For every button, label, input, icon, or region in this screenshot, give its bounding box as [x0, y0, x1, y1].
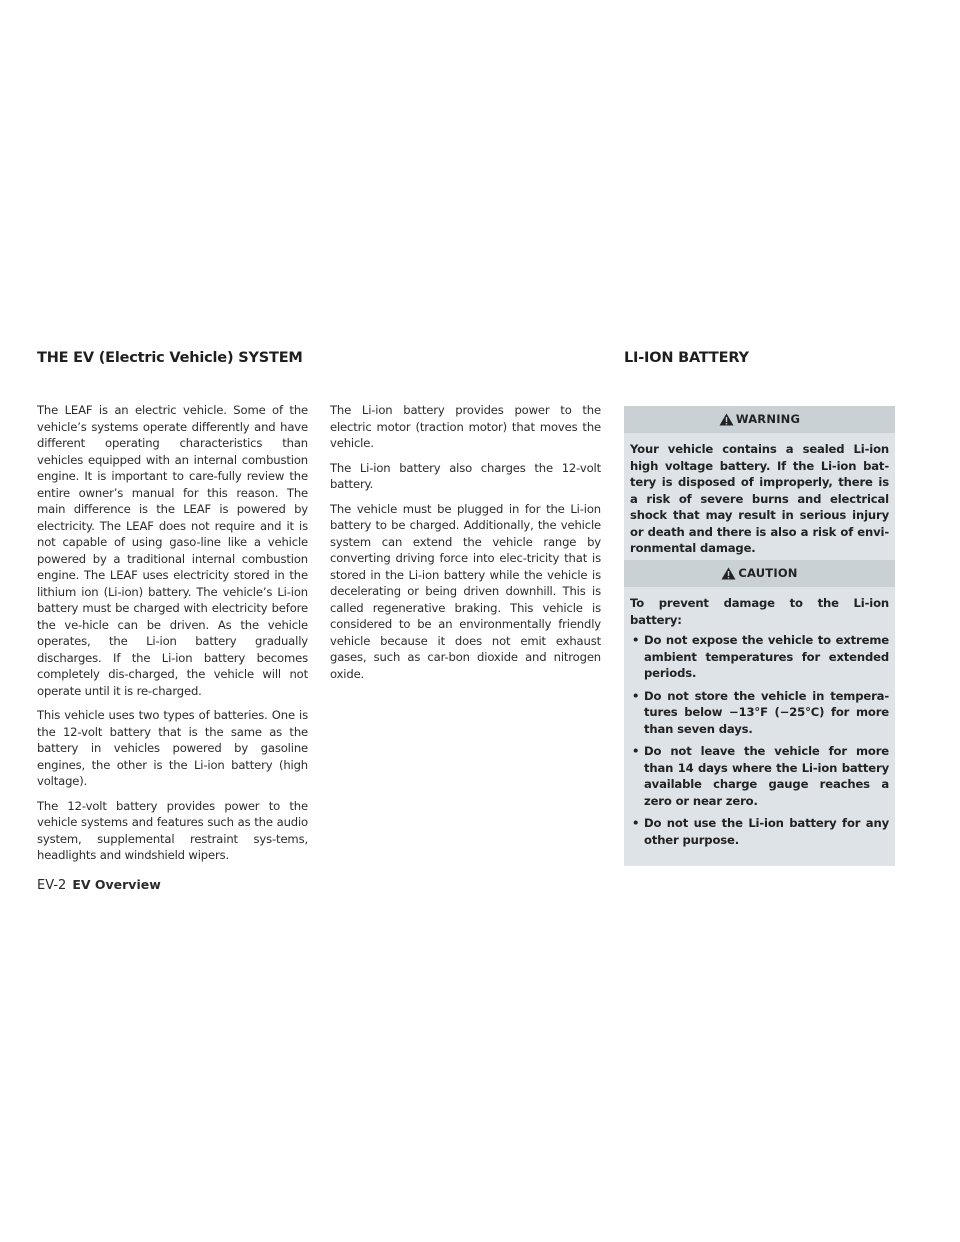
column-middle [330, 402, 601, 690]
list-item-text: Do not expose the vehicle to extreme ambient temperatures for extended periods. [644, 633, 889, 680]
list-item-text: Do not store the vehicle in tempera-tures below −13°F (−25°C) for more than seven days. [644, 688, 889, 736]
caution-intro: To prevent damage to the Li-ion battery: [630, 596, 889, 627]
paragraph: The Li-ion battery also charges the 12-volt battery. [330, 460, 601, 491]
caution-box [624, 560, 895, 866]
paragraph: The LEAF is an electric vehicle. Some of the vehicle’s systems operate differently and have different operating characteristics than vehicles equipped with an internal combustion engine. It is important to care-fully review the entire owner’s manual for this reason. The main difference is the LEAF is powered by electricity. The LEAF does not require and it is not capable of using gaso-line like a vehicle powered by a traditional internal combustion engine. The LEAF uses electricity stored in the lithium ion (Li-ion) battery. The vehicle’s Li-ion battery must be charged with electricity before the ve-hicle can be driven. As the vehicle operates, the Li-ion battery gradually discharges. If the Li-ion battery becomes completely dis-charged, the vehicle will not operate until it is re-charged. [37, 403, 308, 698]
section-heading-ev-system: THE EV (Electric Vehicle) SYSTEM [37, 350, 303, 366]
column-left [37, 402, 308, 872]
bullet: • [632, 688, 640, 703]
caution-triangle-icon [721, 567, 736, 580]
caution-header [624, 560, 895, 587]
page-number: EV-2 [37, 878, 67, 893]
list-item [630, 632, 889, 682]
caution-title: CAUTION [738, 566, 798, 581]
section-heading-li-ion-battery: LI-ION BATTERY [624, 350, 749, 366]
list-item-text: Do not use the Li-ion battery for any other purpose. [644, 816, 889, 847]
bullet: • [632, 744, 640, 758]
section-name: EV Overview [72, 877, 161, 892]
warning-title: WARNING [735, 412, 801, 427]
paragraph: The Li-ion battery provides power to the electric motor (traction motor) that moves the vehicle. [330, 403, 601, 450]
paragraph: The 12-volt battery provides power to the vehicle systems and features such as the audio system, supplemental restraint sys-tems, headlights and windshield wipers. [37, 798, 308, 862]
caution-list [630, 632, 889, 848]
bullet: • [632, 816, 640, 830]
warning-body: Your vehicle contains a sealed Li-ion high voltage battery. If the Li-ion bat-tery is disposed of improperly, there is a risk of severe burns and electrical shock that may result in serious injury or death and there is also a risk of envi-ronmental damage. [630, 442, 889, 555]
page-footer [37, 877, 161, 893]
list-item [630, 743, 889, 809]
bullet: • [632, 633, 640, 647]
warning-box [624, 406, 895, 569]
list-item [630, 815, 889, 848]
list-item-text: Do not leave the vehicle for more than 14 days where the Li-ion battery available charge gauge reaches a zero or near zero. [644, 744, 889, 808]
list-item [630, 688, 889, 738]
paragraph: The vehicle must be plugged in for the Li-ion battery to be charged. Additionally, the vehicle system can extend the vehicle range by converting driving force into elec-tricity that is stored in the Li-ion battery while the vehicle is decelerating or being driven downhill. This is called regenerative braking. This vehicle is considered to be an environmentally friendly vehicle because it does not emit exhaust gases, such as car-bon dioxide and nitrogen oxide. [330, 501, 601, 681]
caution-body [624, 587, 895, 866]
paragraph: This vehicle uses two types of batteries. One is the 12-volt battery that is the same as the battery in vehicles powered by gasoline engines, the other is the Li-ion battery (high voltage). [37, 708, 308, 788]
warning-triangle-icon [719, 413, 734, 426]
warning-header [624, 406, 895, 433]
